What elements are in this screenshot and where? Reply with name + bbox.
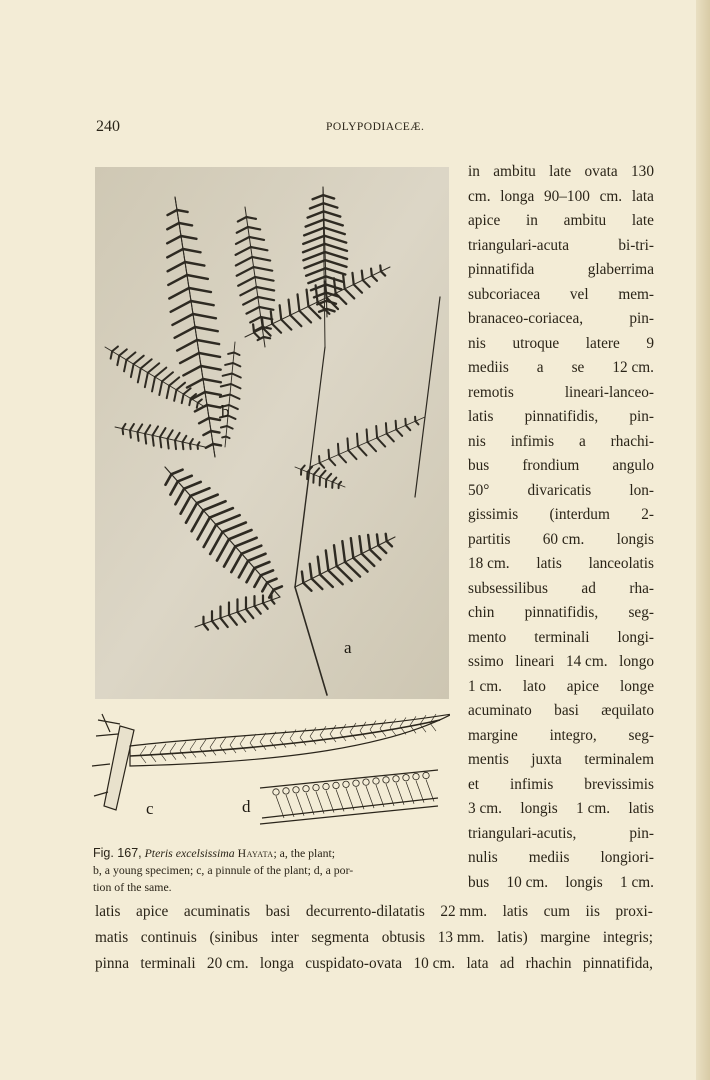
- word: a: [536, 359, 544, 376]
- word: cum: [543, 903, 570, 920]
- word: obtusis: [381, 929, 426, 946]
- word: (sinibus: [209, 929, 258, 946]
- vein: [380, 720, 386, 737]
- word: mento: [468, 628, 507, 646]
- body-text-line: [95, 925, 653, 951]
- word: nulis: [468, 849, 498, 866]
- word: 9: [646, 334, 654, 352]
- word: lineari: [515, 653, 555, 670]
- word: lata: [466, 955, 489, 972]
- word: ovata: [584, 163, 618, 180]
- word: terminalem: [584, 751, 654, 768]
- word: 12 cm.: [612, 359, 654, 376]
- word: angulo: [612, 457, 654, 474]
- word: apice: [468, 212, 501, 229]
- word: margine: [540, 929, 591, 946]
- young-frond-low-pinnule: [138, 432, 139, 441]
- vein: [306, 793, 314, 815]
- young-frond-pinnule: [211, 431, 219, 433]
- vein: [386, 784, 394, 806]
- vein: [260, 733, 266, 750]
- column-text-line: [468, 234, 654, 259]
- word: infimis: [510, 775, 554, 793]
- column-text-line: [468, 748, 654, 773]
- upper-right-pinna-pinnule: [380, 265, 381, 271]
- mid-right-pinna-pinnule: [396, 421, 397, 430]
- lower-right-pinna-pinnule: [386, 534, 387, 541]
- mid-right-pinna-pinnule: [357, 434, 358, 447]
- word: longa: [500, 187, 535, 205]
- figure-label-d: d: [242, 797, 251, 816]
- sorus: [293, 787, 299, 793]
- word: rhachi-: [610, 432, 654, 450]
- upper-right-pinna-pinnule: [371, 269, 372, 276]
- vein: [276, 796, 284, 818]
- upper-right-pinna-pinnule: [343, 275, 345, 288]
- word: 60 cm.: [542, 530, 585, 548]
- column-text-line: [468, 160, 654, 185]
- sorus: [313, 784, 319, 790]
- vein: [350, 723, 356, 740]
- word: rhachin: [525, 955, 572, 972]
- word: pinnatifida,: [582, 955, 653, 972]
- word: decurrento-dilatatis: [305, 903, 425, 920]
- sorus: [323, 783, 329, 789]
- vein: [240, 735, 246, 752]
- word: brevissimis: [584, 775, 654, 793]
- column-text-line: [468, 381, 654, 406]
- mid-right-pinna-pinnule: [338, 444, 339, 455]
- column-text-line: [468, 528, 654, 553]
- mid-right-pinna-pinnule: [376, 426, 377, 438]
- word: pin-: [629, 408, 654, 425]
- vein: [296, 794, 304, 816]
- word: bi-tri-: [618, 236, 654, 254]
- caption-part-1: ; a, the plant;: [273, 846, 336, 860]
- word: basi: [265, 903, 291, 920]
- word: margine: [468, 726, 518, 744]
- word: lanceolatis: [588, 555, 654, 572]
- word: ambitu: [493, 163, 536, 180]
- body-text-line: [95, 899, 653, 925]
- upper-left-frond-pinnule: [264, 337, 271, 338]
- word: late: [631, 212, 654, 229]
- word: matis: [95, 929, 129, 946]
- word: integro,: [549, 726, 597, 744]
- word: latis: [468, 408, 494, 425]
- word: apice: [136, 903, 169, 920]
- word: partitis: [468, 530, 511, 548]
- sorus: [383, 777, 389, 783]
- upper-right-pinna-pinnule: [352, 273, 353, 285]
- description-continuation: [95, 899, 653, 977]
- word: apice: [566, 677, 600, 695]
- word: in: [468, 163, 480, 180]
- word: nis: [468, 432, 486, 450]
- word: remotis: [468, 383, 514, 401]
- vein: [170, 743, 176, 760]
- column-text-line: [468, 650, 654, 675]
- word: latere: [585, 334, 620, 352]
- word: terminali: [140, 955, 196, 972]
- column-text-line: [468, 209, 654, 234]
- word: seg-: [628, 604, 654, 621]
- column-text-line: [468, 871, 654, 896]
- lower-right-pinna-pinnule: [302, 572, 303, 583]
- column-text-line: [468, 724, 654, 749]
- page-edge: [696, 0, 710, 1080]
- word: 90–100: [543, 187, 590, 205]
- sorus: [283, 788, 289, 794]
- word: mediis: [528, 849, 570, 866]
- word: utroque: [512, 334, 560, 352]
- word: vel: [569, 285, 589, 303]
- word: mentis: [468, 751, 509, 768]
- vein: [396, 783, 404, 805]
- word: ad: [581, 579, 596, 597]
- word: glaberrima: [587, 261, 654, 278]
- upper-right-pinna-pinnule: [262, 318, 263, 328]
- word: 1 cm.: [576, 800, 611, 817]
- word: acuminato: [468, 702, 532, 719]
- young-frond-low-pinnule: [130, 430, 131, 437]
- young-frond-pinnule: [213, 444, 221, 445]
- vein: [346, 788, 354, 810]
- word: cm.: [468, 187, 491, 205]
- word: segmenta: [311, 929, 370, 946]
- sorus: [423, 772, 429, 778]
- figure-label-a: a: [344, 638, 352, 657]
- young-frond-low-pinnule: [168, 439, 169, 449]
- vein: [426, 780, 434, 802]
- word: basi: [554, 702, 579, 719]
- column-text-line: [468, 577, 654, 602]
- column-text-line: [468, 552, 654, 577]
- word: latis: [628, 800, 654, 817]
- figure-label-c: c: [146, 799, 154, 818]
- sorus: [343, 781, 349, 787]
- young-frond-side-pinnule: [189, 398, 190, 405]
- word: triangulari-acuta: [468, 236, 570, 254]
- column-text-line: [468, 430, 654, 455]
- vein: [390, 719, 396, 736]
- word: lineari-lanceo-: [564, 383, 654, 401]
- vein: [406, 782, 414, 804]
- column-text-line: [468, 773, 654, 798]
- mid-right-pinna-pinnule: [347, 438, 348, 450]
- vein: [286, 795, 294, 817]
- caption-figure-number: Fig. 167,: [93, 846, 142, 860]
- sorus: [353, 780, 359, 786]
- mid-right-pinna-pinnule: [329, 450, 330, 459]
- vein: [376, 785, 384, 807]
- mid-right-pinna-pinnule: [386, 423, 387, 434]
- word: latis: [502, 903, 529, 920]
- figure-label-b: b: [221, 402, 230, 421]
- sorus: [413, 773, 419, 779]
- word: chin: [468, 604, 495, 621]
- column-text-line: [468, 822, 654, 847]
- column-text-line: [468, 356, 654, 381]
- vein: [326, 791, 334, 813]
- word: in: [526, 212, 538, 229]
- word: longo: [619, 653, 654, 670]
- word: ssimo: [468, 653, 504, 670]
- young-frond-low-pinnule: [160, 437, 161, 447]
- fern-photograph: [95, 167, 449, 699]
- vein: [200, 739, 206, 756]
- pinnule-detail-drawing: [90, 706, 450, 836]
- word: frondium: [522, 457, 580, 474]
- lower-right-pinna-pinnule: [377, 534, 378, 545]
- word: iis: [585, 903, 600, 920]
- sorus: [273, 789, 279, 795]
- word: 1 cm.: [620, 873, 654, 891]
- word: ad: [499, 955, 515, 972]
- sorus: [363, 779, 369, 785]
- caption-species: Pteris excelsissima: [144, 846, 235, 860]
- sorus: [373, 778, 379, 784]
- word: a: [578, 432, 586, 450]
- word: terminali: [534, 628, 590, 646]
- word: et: [468, 775, 480, 793]
- vein: [336, 789, 344, 811]
- word: 10 cm.: [413, 955, 456, 972]
- word: 22 mm.: [440, 903, 488, 920]
- word: 2-: [641, 506, 654, 523]
- mid-right-pinna-pinnule: [367, 429, 368, 442]
- column-text-line: [468, 601, 654, 626]
- vein: [416, 781, 424, 803]
- caption-part-3: tion of the same.: [93, 880, 172, 894]
- vein: [250, 734, 256, 751]
- word: (interdum: [549, 506, 610, 523]
- column-text-line: [468, 307, 654, 332]
- word: longe: [620, 677, 654, 695]
- word: cuspidato-ovata: [305, 955, 403, 972]
- body-text-line: [95, 951, 653, 977]
- word: acuminatis: [183, 903, 251, 920]
- word: latis): [497, 929, 528, 946]
- word: ambitu: [563, 212, 607, 229]
- column-text-line: [468, 258, 654, 283]
- vein: [356, 787, 364, 809]
- word: mem-: [618, 285, 654, 303]
- vein: [360, 722, 366, 739]
- vein: [316, 792, 324, 814]
- sorus: [333, 782, 339, 788]
- column-text-line: [468, 699, 654, 724]
- word: pinnatifidis,: [524, 604, 599, 621]
- vein: [400, 717, 406, 734]
- young-frond-low-pinnule: [183, 442, 184, 449]
- word: lato: [522, 677, 546, 695]
- word: lon-: [629, 481, 654, 499]
- word: 14 cm.: [565, 653, 608, 670]
- vein: [160, 744, 166, 761]
- word: pinna: [95, 955, 129, 972]
- page-number: 240: [96, 118, 120, 135]
- word: 20 cm.: [206, 955, 249, 972]
- word: pin-: [629, 824, 654, 842]
- vein: [370, 721, 376, 738]
- word: bus: [468, 873, 490, 891]
- vein: [180, 742, 186, 759]
- column-text-line: [468, 405, 654, 430]
- word: 3 cm.: [468, 800, 502, 817]
- word: continuis: [140, 929, 197, 946]
- young-frond-low-pinnule: [153, 435, 154, 445]
- young-frond-low-pinnule: [145, 434, 146, 444]
- caption-author: Hayata: [237, 846, 274, 860]
- word: longiori-: [600, 849, 654, 866]
- word: mediis: [468, 359, 509, 376]
- upper-right-pinna-pinnule: [253, 324, 254, 332]
- vein: [340, 724, 346, 741]
- word: latis: [95, 903, 121, 920]
- vein: [220, 737, 226, 754]
- column-text-line: [468, 332, 654, 357]
- word: nis: [468, 334, 486, 352]
- upper-right-pinna-pinnule: [271, 311, 272, 324]
- word: juxta: [531, 751, 562, 768]
- sorus: [303, 786, 309, 792]
- upper-right-pinna-pinnule: [362, 271, 363, 280]
- sorus: [393, 776, 399, 782]
- column-text-line: [468, 626, 654, 651]
- column-text-line: [468, 283, 654, 308]
- column-text-line: [468, 479, 654, 504]
- caption-part-2: b, a young specimen; c, a pinnule of the plant; d, a por-: [93, 863, 354, 877]
- word: pin-: [629, 310, 654, 327]
- column-text-line: [468, 454, 654, 479]
- column-text-line: [468, 675, 654, 700]
- word: se: [571, 359, 585, 376]
- column-text-line: [468, 797, 654, 822]
- word: branaceo-coriacea,: [468, 310, 584, 327]
- column-text-line: [468, 185, 654, 210]
- word: cm.: [599, 187, 623, 205]
- word: pinnatifida: [468, 261, 535, 278]
- description-column: [468, 160, 654, 895]
- running-title: POLYPODIACEÆ.: [326, 121, 425, 133]
- word: bus: [468, 457, 490, 474]
- vein: [150, 745, 156, 762]
- word: infimis: [510, 432, 555, 450]
- vein: [230, 736, 236, 753]
- word: proxi-: [615, 903, 653, 920]
- word: triangulari-acutis,: [468, 824, 577, 842]
- word: integris;: [602, 929, 653, 946]
- word: inter: [270, 929, 299, 946]
- word: lata: [631, 187, 654, 205]
- word: 10 cm.: [506, 873, 549, 891]
- word: gissimis: [468, 506, 519, 523]
- column-text-line: [468, 503, 654, 528]
- vein: [366, 786, 374, 808]
- word: 50°: [468, 481, 490, 499]
- sorus: [403, 775, 409, 781]
- word: 18 cm.: [468, 555, 510, 572]
- word: latis: [536, 555, 562, 572]
- vein: [210, 738, 216, 755]
- word: late: [549, 163, 572, 180]
- young-frond-low-pinnule: [175, 440, 176, 449]
- word: longis: [616, 530, 654, 548]
- word: longa: [259, 955, 294, 972]
- word: pinnatifidis,: [524, 408, 599, 425]
- word: rha-: [629, 579, 654, 597]
- word: æquilato: [601, 702, 654, 719]
- word: 1 cm.: [468, 677, 502, 695]
- word: longis: [520, 800, 558, 817]
- vein: [190, 741, 196, 758]
- word: subcoriacea: [468, 285, 541, 303]
- word: longis: [565, 873, 603, 891]
- word: seg-: [628, 726, 654, 744]
- word: divaricatis: [527, 481, 592, 499]
- word: 13 mm.: [437, 929, 485, 946]
- word: subsessilibus: [468, 579, 548, 597]
- word: longi-: [617, 628, 654, 646]
- column-text-line: [468, 846, 654, 871]
- figure-caption: [93, 845, 453, 896]
- word: 130: [631, 163, 654, 180]
